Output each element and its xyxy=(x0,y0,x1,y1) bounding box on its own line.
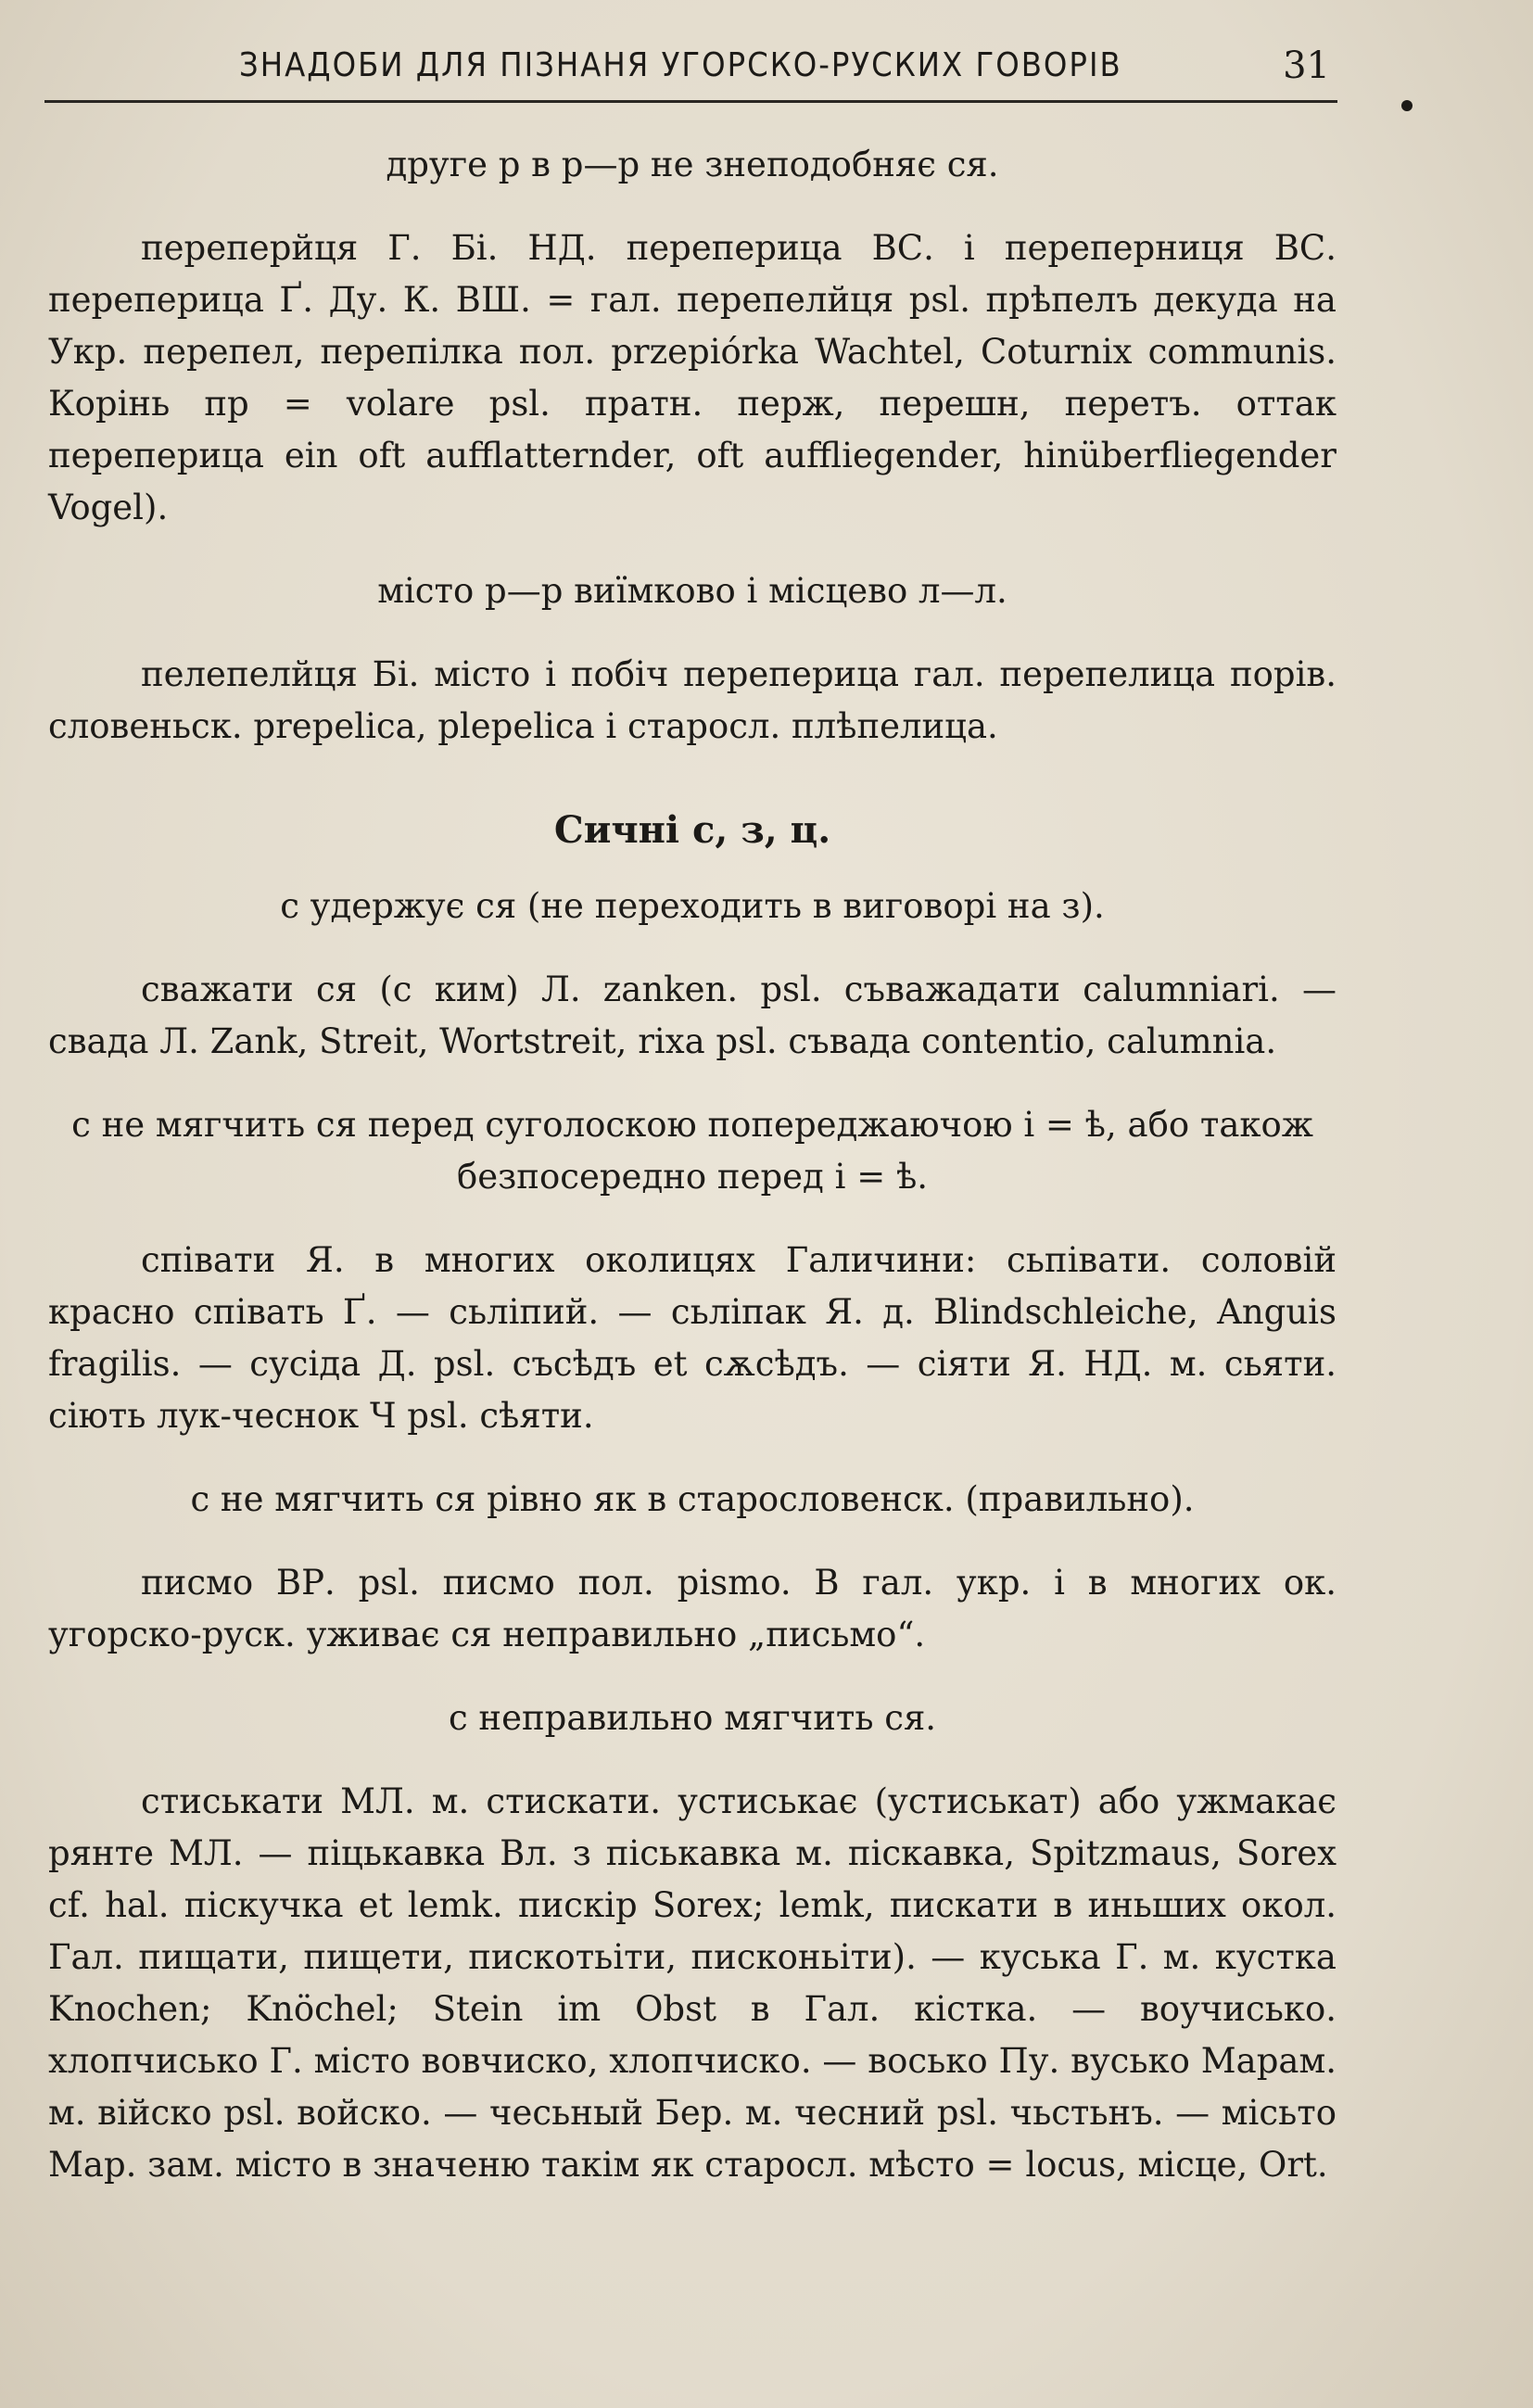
page-header xyxy=(44,37,1337,102)
paragraph: пелепелйця Бі. місто і побіч переперица гал. перепелица порів. словеньск. prepelica, plepelica і старосл. плѣпелица. xyxy=(48,654,1337,746)
page-body xyxy=(48,139,1337,2191)
paragraph: писмо ВР. psl. писмо пол. pismo. В гал. укр. і в многих ок. угорско-руск. уживає ся неправильно „письмо“. xyxy=(48,1563,1337,1654)
paragraph: співати Я. в многих околицях Галичини: сьпівати. соловій красно співать Ґ. — сьліпий. — сьліпак Я. д. Blindschleiche, Anguis fragilis. — сусіда Д. psl. съсѣдъ et сѫсѣдъ. — сіяти Я. НД. м. сьяти. сіють лук-чеснок Ч psl. сѣяти. xyxy=(48,1240,1337,1436)
paragraph: переперйця Г. Бі. НД. переперица ВС. і переперниця ВС. переперица Ґ. Ду. К. ВШ. = гал. перепелйця psl. прѣпелъ декуда на Укр. перепел, перепілка пол. przepiórka Wachtel, Coturnix communis. Корінь пр = volare psl. пратн. перж, перешн, перетъ. оттак переперица ein oft aufflatternder, oft auffliegender, hinüberfliegender Vogel). xyxy=(48,228,1337,527)
rule-line: с неправильно мягчить ся. xyxy=(448,1698,937,1738)
rule-line: с не мягчить ся рівно як в старословенск. (правильно). xyxy=(190,1479,1195,1519)
section-title: Сичні с, з, ц. xyxy=(553,808,831,852)
running-title: ЗНАДОБИ ДЛЯ ПІЗНАНЯ УГОРСКО-РУСКИХ ГОВОРІВ xyxy=(239,46,1122,84)
header-rule xyxy=(44,100,1337,103)
rule-line: с удержує ся (не переходить в виговорі на з). xyxy=(280,886,1105,926)
rule-line: с не мягчить ся перед суголоскою попереджаючою і = ѣ, або також безпосередно перед і = ѣ. xyxy=(71,1105,1313,1197)
paragraph: стиськати МЛ. м. стискати. устиськає (устиськат) або ужмакає рянте МЛ. — піцькавка Вл. з піськавка м. піскавка, Spitzmaus, Sorex cf. hal. піскучка et lemk. пискір Sorex; lemk, пискати в иньших окол. Гал. пищати, пищети, пискотьіти, писконьіти). — куська Г. м. кустка Knochen; Knöchel; Stein im Obst в Гал. кістка. — воучисько. хлопчисько Г. місто вовчиско, хлопчиско. — восько Пу. вуcько Марам. м. війско psl. войско. — чесьный Бер. м. чесний psl. чьстьнъ. — місьто Мар. зам. місто в значеню такім як старосл. мѣсто = locus, місце, Ort. xyxy=(48,1781,1337,2185)
ink-dot xyxy=(1401,100,1413,111)
page-number: 31 xyxy=(1283,44,1330,87)
paragraph: сважати ся (с ким) Л. zanken. psl. съважадати calumniari. — свада Л. Zank, Streit, Wortstreit, rixa psl. съвада contentio, calumnia. xyxy=(48,970,1337,1061)
rule-line: місто р—р виїмково і місцево л—л. xyxy=(377,571,1007,611)
rule-line: друге р в р—р не знеподобняє ся. xyxy=(386,145,999,184)
